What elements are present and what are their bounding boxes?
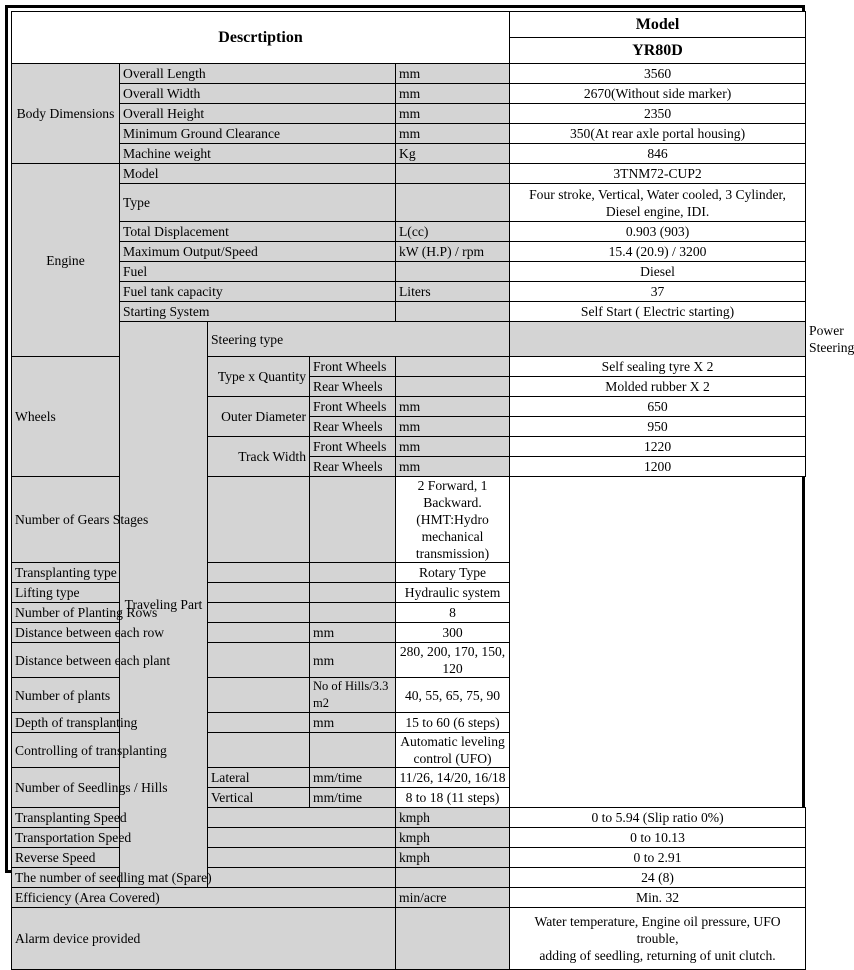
spec-unit: mm bbox=[396, 124, 510, 144]
spec-unit: L(cc) bbox=[396, 222, 510, 242]
spec-value: 280, 200, 170, 150, 120 bbox=[396, 643, 510, 678]
spec-unit: mm bbox=[396, 437, 510, 457]
category-body-dimensions: Body Dimensions bbox=[12, 64, 120, 164]
spec-value: 15 to 60 (6 steps) bbox=[396, 713, 510, 733]
wheels-track-width-label: Track Width bbox=[208, 437, 310, 477]
spec-value: 846 bbox=[510, 144, 806, 164]
spec-unit: mm bbox=[396, 64, 510, 84]
spec-table: Descrtiption Model YR80D Body Dimensions Overall Length mm 3560 Overall Width mm 2670(Without side marker) Overall Height mm 2350 Minimum Ground Clearance mm 350(At rear axle portal housing) Machine weight Kg 846 Engine Model 3TNM72-CUP2 Type Four stroke, Vertical, Water cooled, 3 Cylinder, Diesel engine, IDI. Total Displacement L(cc) 0.903 (903) Maximum Output/Speed kW (H.P) / rpm 15.4 (20.9) / 3200 Fuel Diesel Fuel tank capacity Liters 37 Starting System Self Start ( Electric starting) Traveling Part Steering type Power Steering Wheels Type x Quantity Front Wheels Self sealing tyre X 2 Rear Wheels Molded rubber X 2 Outer Diameter Front Wheels mm 650 Rear Wheels mm 950 Track Width Front Wheels mm 1220 Rear Wheels mm 1200 Number of Gears Stages 2 Forward, 1 Backward. (HMT:Hydro mechanical transmission) Transplanting type Rotary Type Lifting type Hydraulic system Number of Planting Rows 8 Distance between each row mm 300 Distance between each plant mm 280, 200, 170, 150, 120 Number of plants No of Hills/3.3 m2 40, 55, 65, 75, 90 Depth of transplanting mm 15 to 60 (6 steps) Controlling of transplanting Automatic leveling control (UFO) Number of Seedlings / Hills Lateral mm/time 11/26, 14/20, 16/18 Vertical mm/time 8 to 18 (11 steps) Transplanting Speed kmph 0 to 5.94 (Slip ratio 0%) Transportation Speed kmph 0 to 10.13 Reverse Speed kmph 0 to 2.91 The number of seedling mat (Spare) 24 (8) Efficiency (Area Covered) min/acre Min. 32 Alarm device provided Water temperature, Engine oil pressure, UFO trouble, adding of seedling, returning of unit clutch. bbox=[11, 11, 806, 970]
spec-value: Min. 32 bbox=[510, 888, 806, 908]
seedling-direction: Lateral bbox=[208, 768, 310, 788]
spec-item: Lifting type bbox=[12, 583, 310, 603]
spec-item: Transportation Speed bbox=[12, 828, 396, 848]
spec-unit bbox=[396, 377, 510, 397]
spec-item: Fuel tank capacity bbox=[120, 282, 396, 302]
spec-item: Model bbox=[120, 164, 396, 184]
spec-value: 0.903 (903) bbox=[510, 222, 806, 242]
spec-value: Diesel bbox=[510, 262, 806, 282]
spec-unit bbox=[396, 184, 510, 222]
value-line: trouble, bbox=[636, 931, 679, 946]
spec-value: 1220 bbox=[510, 437, 806, 457]
spec-unit bbox=[310, 563, 396, 583]
spec-item: Type bbox=[120, 184, 396, 222]
spec-unit: mm bbox=[396, 397, 510, 417]
wheels-outer-diameter-label: Outer Diameter bbox=[208, 397, 310, 437]
spec-unit: kmph bbox=[396, 828, 510, 848]
spec-unit: mm bbox=[310, 623, 396, 643]
spec-item: Overall Height bbox=[120, 104, 396, 124]
spec-item: Overall Width bbox=[120, 84, 396, 104]
value-line: adding of seedling, returning of unit clutch. bbox=[539, 948, 776, 963]
spec-unit: mm bbox=[396, 457, 510, 477]
spec-value: 350(At rear axle portal housing) bbox=[510, 124, 806, 144]
spec-item: Maximum Output/Speed bbox=[120, 242, 396, 262]
spec-item: Overall Length bbox=[120, 64, 396, 84]
spec-unit: kmph bbox=[396, 808, 510, 828]
spec-value: 300 bbox=[396, 623, 510, 643]
spec-unit: mm bbox=[396, 417, 510, 437]
spec-unit: mm bbox=[396, 104, 510, 124]
spec-unit: mm bbox=[396, 84, 510, 104]
spec-unit: mm/time bbox=[310, 788, 396, 808]
spec-value: Rotary Type bbox=[396, 563, 510, 583]
spec-value: 3560 bbox=[510, 64, 806, 84]
spec-item: Minimum Ground Clearance bbox=[120, 124, 396, 144]
spec-value: 0 to 2.91 bbox=[510, 848, 806, 868]
spec-unit: min/acre bbox=[396, 888, 510, 908]
spec-item: Starting System bbox=[120, 302, 396, 322]
wheels-label: Wheels bbox=[12, 357, 120, 477]
spec-value: 0 to 10.13 bbox=[510, 828, 806, 848]
spec-value: Self Start ( Electric starting) bbox=[510, 302, 806, 322]
spec-unit bbox=[396, 908, 510, 970]
spec-value: 2670(Without side marker) bbox=[510, 84, 806, 104]
spec-value: 15.4 (20.9) / 3200 bbox=[510, 242, 806, 262]
spec-item: Transplanting Speed bbox=[12, 808, 396, 828]
value-line: Diesel engine, IDI. bbox=[605, 203, 710, 219]
category-traveling-part: Traveling Part bbox=[120, 322, 208, 888]
spec-item: Number of Gears Stages bbox=[12, 477, 310, 563]
spec-item: Distance between each row bbox=[12, 623, 310, 643]
spec-value: 3TNM72-CUP2 bbox=[510, 164, 806, 184]
spec-unit bbox=[310, 733, 396, 768]
spec-unit: Kg bbox=[396, 144, 510, 164]
spec-value: 2350 bbox=[510, 104, 806, 124]
spec-value: 8 bbox=[396, 603, 510, 623]
value-line: Water temperature, Engine oil pressure, UFO bbox=[534, 914, 781, 929]
spec-table-frame bbox=[5, 5, 854, 963]
value-line: 2 Forward, 1 Backward. bbox=[417, 478, 488, 510]
wheels-type-qty-label: Type x Quantity bbox=[208, 357, 310, 397]
spec-item: Depth of transplanting bbox=[12, 713, 310, 733]
wheel-position: Front Wheels bbox=[310, 357, 396, 377]
header-description: Descrtiption bbox=[12, 12, 510, 64]
spec-unit bbox=[310, 583, 396, 603]
spec-unit bbox=[396, 302, 510, 322]
spec-unit: mm bbox=[310, 713, 396, 733]
spec-value bbox=[510, 184, 806, 222]
spec-value: 37 bbox=[510, 282, 806, 302]
spec-unit: kW (H.P) / rpm bbox=[396, 242, 510, 262]
spec-item: Number of Seedlings / Hills bbox=[12, 768, 208, 808]
spec-item: The number of seedling mat (Spare) bbox=[12, 868, 396, 888]
spec-value: 11/26, 14/20, 16/18 bbox=[396, 768, 510, 788]
spec-value: 950 bbox=[510, 417, 806, 437]
spec-value: 40, 55, 65, 75, 90 bbox=[396, 678, 510, 713]
spec-unit bbox=[510, 322, 806, 357]
spec-unit bbox=[310, 603, 396, 623]
spec-value bbox=[510, 908, 806, 970]
spec-unit: mm bbox=[310, 643, 396, 678]
spec-value: 8 to 18 (11 steps) bbox=[396, 788, 510, 808]
spec-value: 24 (8) bbox=[510, 868, 806, 888]
spec-unit bbox=[310, 477, 396, 563]
spec-unit: mm/time bbox=[310, 768, 396, 788]
spec-unit bbox=[396, 357, 510, 377]
spec-unit bbox=[396, 868, 510, 888]
spec-item: Total Displacement bbox=[120, 222, 396, 242]
spec-unit bbox=[396, 262, 510, 282]
spec-value: Self sealing tyre X 2 bbox=[510, 357, 806, 377]
spec-value: Hydraulic system bbox=[396, 583, 510, 603]
wheel-position: Front Wheels bbox=[310, 397, 396, 417]
spec-item: Number of plants bbox=[12, 678, 310, 713]
spec-item: Fuel bbox=[120, 262, 396, 282]
header-model-label: Model bbox=[510, 12, 806, 38]
wheel-position: Rear Wheels bbox=[310, 457, 396, 477]
spec-unit: kmph bbox=[396, 848, 510, 868]
spec-value bbox=[396, 477, 510, 563]
spec-value: Molded rubber X 2 bbox=[510, 377, 806, 397]
spec-item: Alarm device provided bbox=[12, 908, 396, 970]
spec-item: Controlling of transplanting bbox=[12, 733, 310, 768]
spec-item: Steering type bbox=[208, 322, 510, 357]
spec-item: Efficiency (Area Covered) bbox=[12, 888, 396, 908]
value-line: Four stroke, Vertical, Water cooled, 3 Cylinder, bbox=[529, 186, 786, 202]
value-line: (HMT:Hydro mechanical transmission) bbox=[415, 512, 490, 561]
spec-item: Number of Planting Rows bbox=[12, 603, 310, 623]
spec-value: 650 bbox=[510, 397, 806, 417]
wheel-position: Rear Wheels bbox=[310, 417, 396, 437]
spec-item: Machine weight bbox=[120, 144, 396, 164]
spec-unit: No of Hills/3.3 m2 bbox=[310, 678, 396, 713]
header-model-value: YR80D bbox=[510, 38, 806, 64]
category-engine: Engine bbox=[12, 164, 120, 357]
wheel-position: Rear Wheels bbox=[310, 377, 396, 397]
spec-item: Transplanting type bbox=[12, 563, 310, 583]
spec-item: Distance between each plant bbox=[12, 643, 310, 678]
spec-unit bbox=[396, 164, 510, 184]
seedling-direction: Vertical bbox=[208, 788, 310, 808]
spec-value: 0 to 5.94 (Slip ratio 0%) bbox=[510, 808, 806, 828]
spec-value: 1200 bbox=[510, 457, 806, 477]
spec-value: Automatic leveling control (UFO) bbox=[396, 733, 510, 768]
spec-unit: Liters bbox=[396, 282, 510, 302]
wheel-position: Front Wheels bbox=[310, 437, 396, 457]
spec-item: Reverse Speed bbox=[12, 848, 396, 868]
